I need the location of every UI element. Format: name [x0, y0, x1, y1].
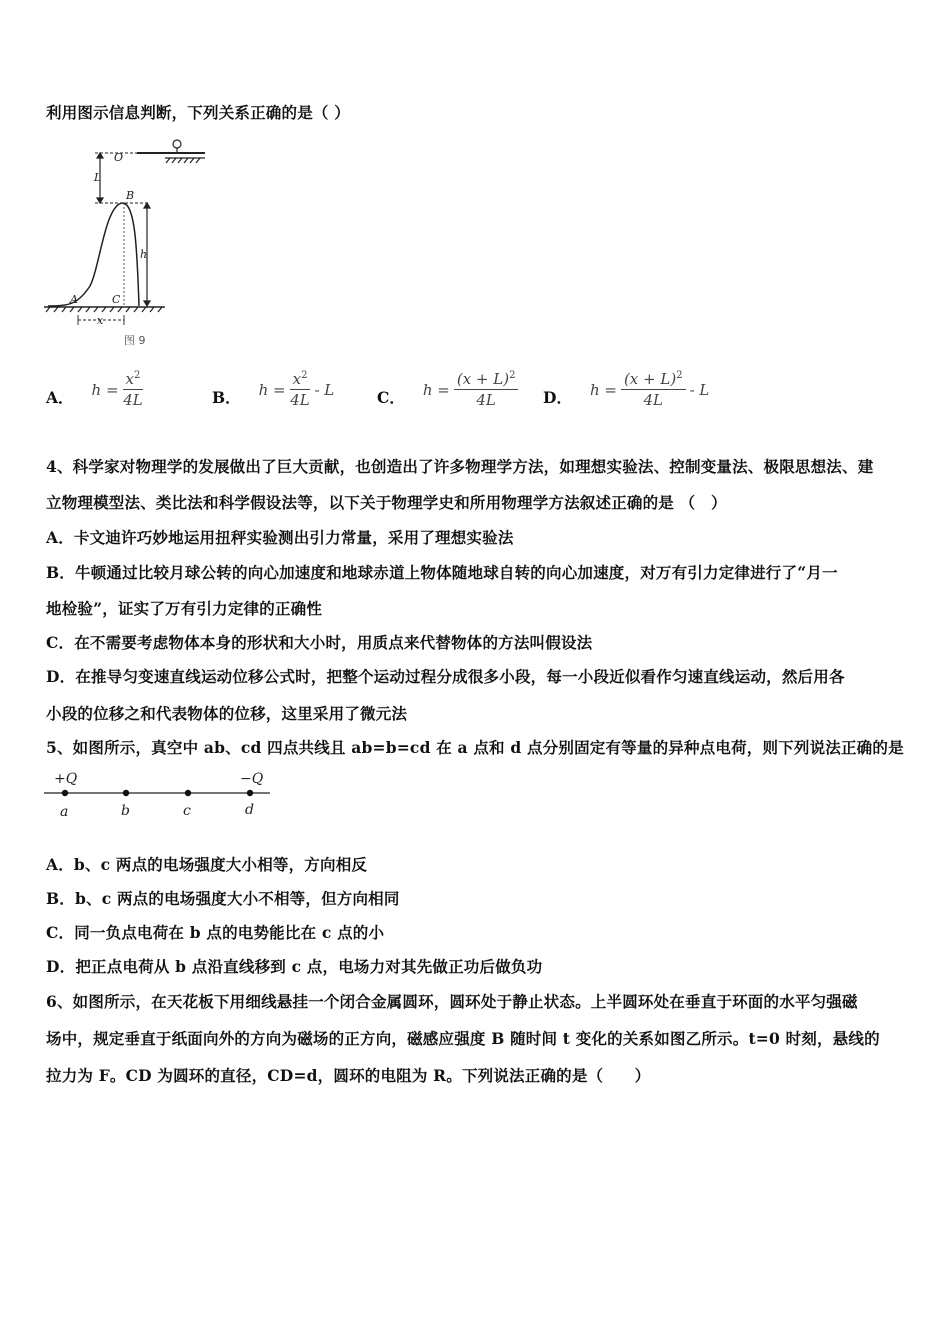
point-c: [185, 790, 191, 796]
q5-option-a[interactable]: A．b、c 两点的电场强度大小相等，方向相反: [46, 855, 368, 874]
label-h: h: [140, 248, 148, 261]
label-minus-Q: −Q: [240, 771, 264, 787]
option-label: A．: [46, 387, 74, 407]
q4-stem-line-2: 立物理模型法、类比法和科学假设法等，以下关于物理学史和所用物理学方法叙述正确的是 （ ）: [46, 493, 727, 512]
q4-option-d-line-2[interactable]: 小段的位移之和代表物体的位移，这里采用了微元法: [46, 704, 408, 723]
q3-option-a[interactable]: A． h = $\frac{x^2}{4L}$: [46, 370, 143, 409]
q3-stem: 利用图示信息判断，下列关系正确的是（ ）: [46, 103, 350, 122]
q6-line-3: 拉力为 F。CD 为圆环的直径，CD=d，圆环的电阻为 R。下列说法正确的是（ ）: [46, 1066, 651, 1085]
label-B: B: [126, 189, 135, 202]
point-a: [62, 790, 68, 796]
label-x: x: [97, 314, 104, 327]
q4-option-b-line-1[interactable]: B．牛顿通过比较月球公转的向心加速度和地球赤道上物体随地球自转的向心加速度，对万有引力定律进行了“月一: [46, 563, 838, 582]
figure-caption: 图 9: [124, 334, 146, 347]
parabola-curve: [48, 203, 139, 306]
q5-option-b[interactable]: B．b、c 两点的电场强度大小不相等，但方向相同: [46, 889, 400, 908]
q6-line-2: 场中，规定垂直于纸面向外的方向为磁场的正方向，磁感应强度 B 随时间 t 变化的关系如图乙所示。t=0 时刻，悬线的: [46, 1029, 880, 1048]
label-C: C: [112, 293, 121, 306]
q4-stem-line-1: 4、科学家对物理学的发展做出了巨大贡献，也创造出了许多物理学方法，如理想实验法、控制变量法、极限思想法、建: [46, 457, 874, 476]
label-A: A: [70, 293, 78, 306]
label-c: c: [183, 803, 191, 819]
label-d: d: [245, 802, 254, 818]
q4-option-c[interactable]: C．在不需要考虑物体本身的形状和大小时，用质点来代替物体的方法叫假设法: [46, 633, 593, 652]
q6-line-1: 6、如图所示，在天花板下用细线悬挂一个闭合金属圆环，圆环处于静止状态。上半圆环处在垂直于环面的水平匀强磁: [46, 992, 858, 1011]
q3-option-d[interactable]: D． h = $\frac{(x + L)^2}{4L}$ - L: [543, 370, 710, 409]
option-label: B．: [212, 387, 241, 407]
q5-stem: 5、如图所示，真空中 ab、cd 四点共线且 ab=b=cd 在 a 点和 d 点分别固定有等量的异种点电荷，则下列说法正确的是: [46, 738, 904, 757]
label-O: O: [114, 151, 124, 164]
q4-option-d-line-1[interactable]: D．在推导匀变速直线运动位移公式时，把整个运动过程分成很多小段，每一小段近似看作匀速直线运动，然后用各: [46, 667, 845, 686]
q5-option-d[interactable]: D．把正点电荷从 b 点沿直线移到 c 点，电场力对其先做正功后做负功: [46, 957, 543, 976]
q3-option-b[interactable]: B． h = $\frac{x^2}{4L}$ - L: [212, 370, 335, 409]
q3-option-c[interactable]: C． h = $\frac{(x + L)^2}{4L}$: [377, 370, 522, 409]
label-a: a: [60, 804, 69, 820]
point-d: [247, 790, 253, 796]
q4-option-b-line-2[interactable]: 地检验”，证实了万有引力定律的正确性: [46, 599, 323, 618]
option-label: C．: [377, 387, 405, 407]
option-label: D．: [543, 387, 572, 407]
point-b: [123, 790, 129, 796]
label-L: L: [94, 171, 102, 184]
label-plus-Q: +Q: [54, 771, 78, 787]
pulley-icon: [173, 140, 181, 148]
q3-figure: [40, 136, 220, 352]
label-b: b: [121, 803, 130, 819]
q5-figure: [40, 766, 280, 826]
q4-option-a[interactable]: A．卡文迪许巧妙地运用扭秤实验测出引力常量，采用了理想实验法: [46, 528, 514, 547]
q5-option-c[interactable]: C．同一负点电荷在 b 点的电势能比在 c 点的小: [46, 923, 385, 942]
